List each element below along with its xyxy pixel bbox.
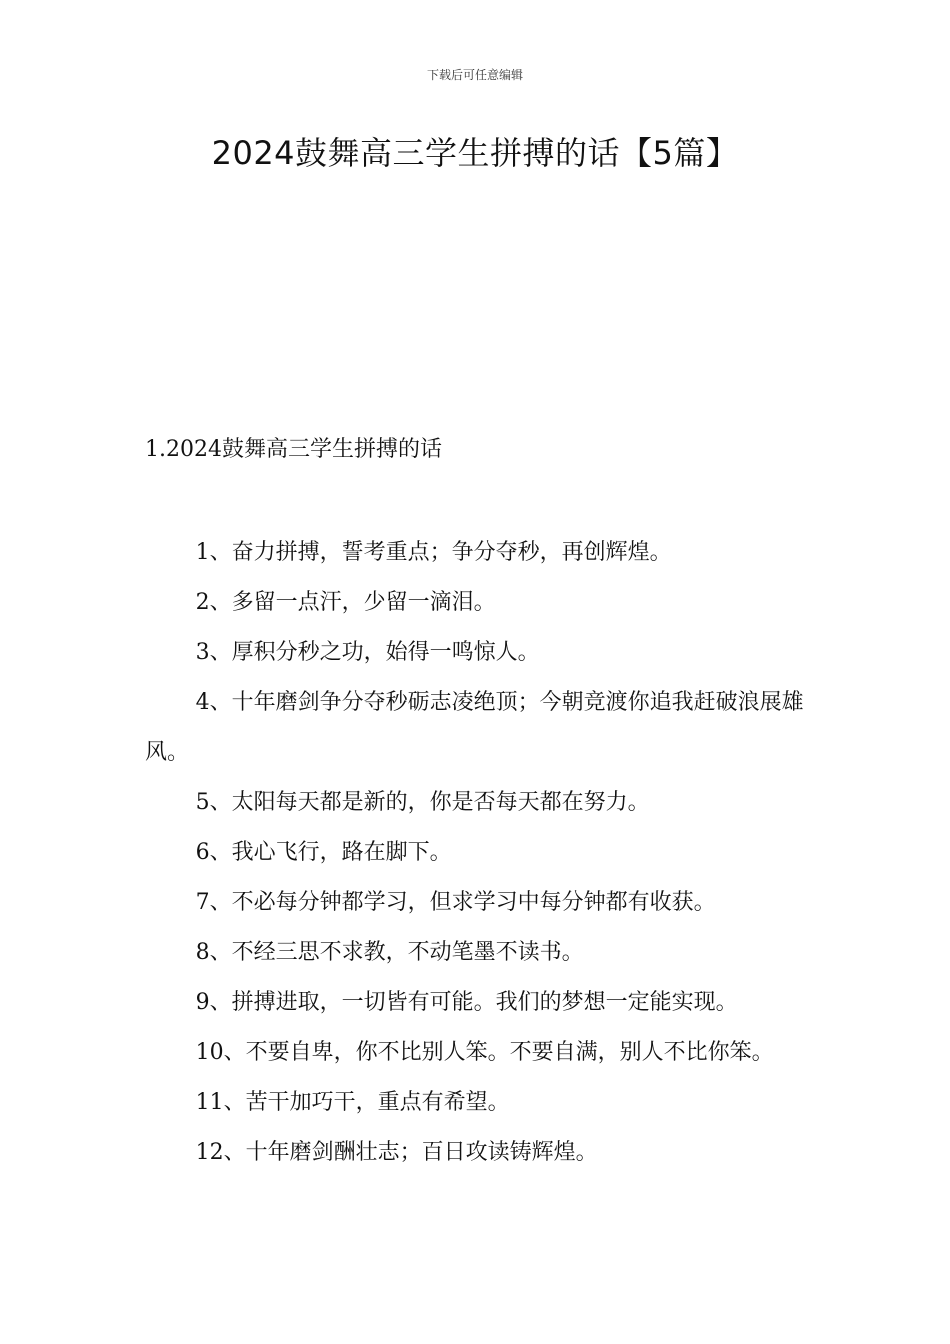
quote-list (145, 528, 810, 1178)
quote-item: 3、厚积分秒之功，始得一鸣惊人。 (195, 640, 540, 665)
quote-item: 12、十年磨剑酬壮志；百日攻读铸辉煌。 (195, 1140, 598, 1165)
quote-item: 11、苦干加巧干，重点有希望。 (195, 1090, 510, 1115)
page-header-note: 下载后可任意编辑 (426, 68, 523, 82)
quote-item: 4、十年磨剑争分夺秒砺志凌绝顶；今朝竞渡你追我赶破浪展雄风。 (145, 690, 804, 765)
quote-item: 8、不经三思不求教，不动笔墨不读书。 (195, 940, 584, 965)
quote-item: 10、不要自卑，你不比别人笨。不要自满，别人不比你笨。 (195, 1040, 774, 1065)
quote-item: 5、太阳每天都是新的，你是否每天都在努力。 (195, 790, 650, 815)
section-heading: 1.2024鼓舞高三学生拼搏的话 (145, 437, 442, 462)
quote-item: 1、奋力拼搏，誓考重点；争分夺秒，再创辉煌。 (195, 540, 672, 565)
quote-item: 9、拼搏进取，一切皆有可能。我们的梦想一定能实现。 (195, 990, 738, 1015)
quote-item: 6、我心飞行，路在脚下。 (195, 840, 452, 865)
quote-item: 7、不必每分钟都学习，但求学习中每分钟都有收获。 (195, 890, 716, 915)
quote-item: 2、多留一点汗，少留一滴泪。 (195, 590, 496, 615)
document-title: 2024鼓舞高三学生拼搏的话【5篇】 (211, 134, 739, 172)
